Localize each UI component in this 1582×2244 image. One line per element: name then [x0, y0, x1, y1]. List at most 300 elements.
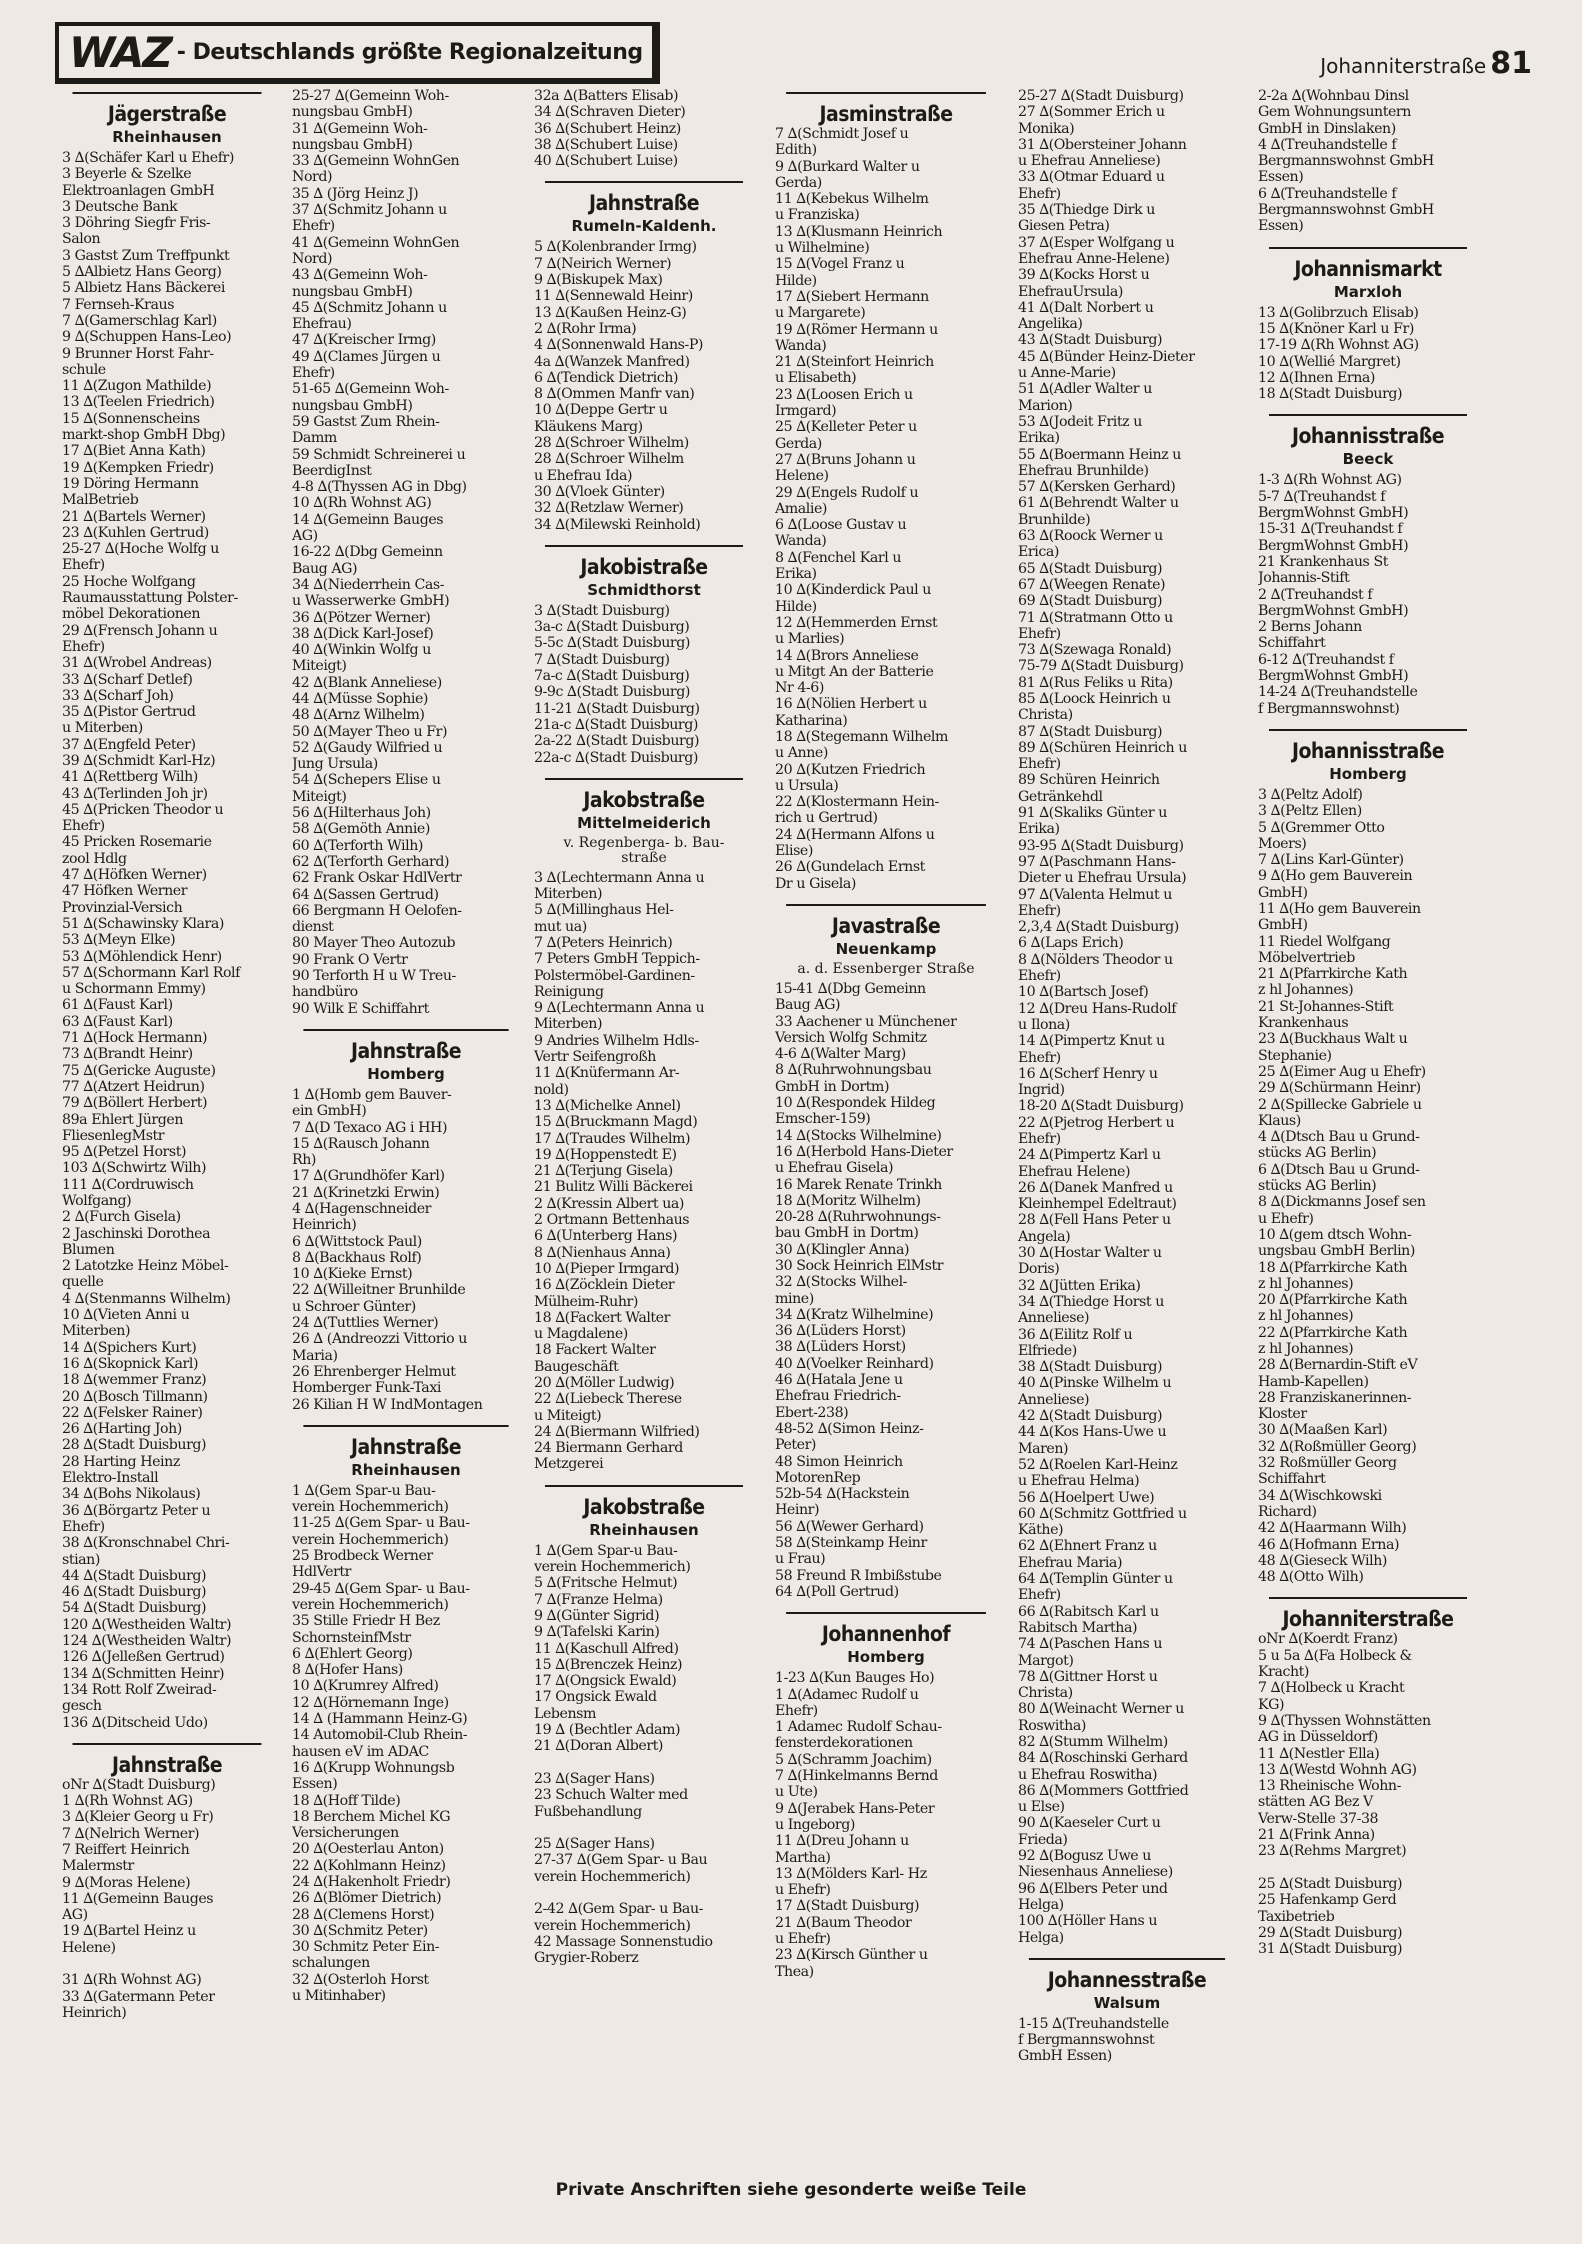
address-entry: schalungen — [292, 1955, 370, 1972]
address-entry: Ebert-238) — [775, 1404, 849, 1421]
address-entry: Blumen — [62, 1241, 115, 1258]
address-entry: 20 ∆(Pfarrkirche Kath — [1258, 1292, 1408, 1309]
address-entry: 27 ∆(Bruns Johann u — [775, 451, 916, 468]
address-entry: Essen) — [1258, 169, 1304, 186]
address-entry: 53 ∆(Meyn Elke) — [62, 932, 176, 949]
address-entry: nungsbau GmbH) — [292, 136, 413, 153]
address-entry: 23 ∆(Loosen Erich u — [775, 386, 913, 403]
address-entry: 10 ∆(Wellié Margret) — [1258, 353, 1401, 370]
address-entry: 25 ∆(Sager Hans) — [534, 1836, 655, 1853]
address-entry: verein Hochemmerich) — [292, 1531, 449, 1548]
address-entry: Christa) — [1018, 707, 1073, 724]
directory-column-3 — [534, 88, 754, 2173]
address-entry: 38 ∆(Lüders Horst) — [775, 1339, 906, 1356]
address-entry: 25 Brodbeck Werner — [292, 1548, 433, 1565]
address-entry: 6-12 ∆(Treuhandst f — [1258, 651, 1394, 668]
address-entry: 82 ∆(Stumm Wilhelm) — [1018, 1733, 1168, 1750]
street-block — [775, 1612, 997, 1980]
address-entry: Reinigung — [534, 983, 604, 1000]
address-entry: 3 Döhring Siegfr Fris- — [62, 215, 211, 232]
address-entry: 29-45 ∆(Gem Spar- u Bau- — [292, 1580, 470, 1597]
address-entry: z hl Johannes) — [1258, 982, 1354, 999]
address-entry: Stephanie) — [1258, 1047, 1332, 1064]
address-entry: 41 ∆(Gemeinn WohnGen — [292, 234, 460, 251]
address-entry: 9-9c ∆(Stadt Duisburg) — [534, 684, 690, 701]
address-entry: verein Hochemmerich) — [534, 1917, 691, 1934]
address-entry: 38 ∆(Schubert Luise) — [534, 136, 678, 153]
address-entry: 136 ∆(Ditscheid Udo) — [62, 1714, 208, 1731]
address-entry: Nr 4-6) — [775, 680, 824, 697]
address-entry: 36 ∆(Schubert Heinz) — [534, 120, 681, 137]
address-entry: 8 ∆(Dickmanns Josef sen — [1258, 1194, 1426, 1211]
address-entry: 17 ∆(Siebert Hermann — [775, 288, 929, 305]
address-entry: 62 Frank Oskar HdlVertr — [292, 870, 462, 887]
address-entry: Mülheim-Ruhr) — [534, 1293, 638, 1310]
address-entry: 2 Berns Johann — [1258, 619, 1362, 636]
address-entry: 59 Schmidt Schreinerei u — [292, 446, 466, 463]
address-entry: 21 ∆(Baum Theodor — [775, 1914, 912, 1931]
address-entry: 26 ∆(Blömer Dietrich) — [292, 1890, 442, 1907]
address-entry: Kläukens Marg) — [534, 418, 643, 435]
address-entry: 26 Kilian H W IndMontagen — [292, 1396, 483, 1413]
address-entry: 4-8 ∆(Thyssen AG in Dbg) — [292, 479, 467, 496]
address-entry: Metzgerei — [534, 1456, 604, 1473]
address-entry: Verw-Stelle 37-38 — [1258, 1810, 1379, 1827]
address-entry: 40 ∆(Schubert Luise) — [534, 153, 678, 170]
address-entry: 74 ∆(Paschen Hans u — [1018, 1636, 1163, 1653]
address-entry: Schiffahrt — [1258, 635, 1326, 652]
address-entry: Frieda) — [1018, 1831, 1068, 1848]
address-entry: u Franziska) — [775, 207, 860, 224]
address-entry: 7 ∆(Schmidt Josef u — [775, 126, 909, 142]
address-entry: 67 ∆(Weegen Renate) — [1018, 576, 1166, 593]
address-entry: Salon — [62, 231, 101, 248]
street-block — [292, 88, 520, 1017]
address-entry: 48 ∆(Arnz Wilhelm) — [292, 707, 425, 724]
address-entry: ein GmbH) — [292, 1103, 367, 1120]
address-entry: nold) — [534, 1081, 569, 1098]
address-entry: Ehefr) — [1018, 625, 1061, 642]
address-entry: 28 ∆(Bernardin-Stift eV — [1258, 1357, 1418, 1374]
address-entry: 46 ∆(Stadt Duisburg) — [62, 1584, 207, 1601]
address-entry: 16 ∆(Nölien Herbert u — [775, 696, 927, 713]
address-entry: u Schormann Emmy) — [62, 981, 206, 998]
address-entry: Monika) — [1018, 120, 1075, 137]
address-entry: Fußbehandlung — [534, 1803, 642, 1820]
address-entry: 20 ∆(Kutzen Friedrich — [775, 761, 926, 778]
address-entry: Brunhilde) — [1018, 511, 1091, 528]
address-entry: fensterdekorationen — [775, 1735, 913, 1752]
address-entry: 30 ∆(Maaßen Karl) — [1258, 1422, 1388, 1439]
address-entry: 14 ∆(Brors Anneliese — [775, 647, 919, 664]
address-entry: 54 ∆(Schepers Elise u — [292, 772, 441, 789]
address-entry: Ehefr) — [1018, 968, 1061, 985]
address-entry: 7 ∆(D Texaco AG i HH) — [292, 1119, 448, 1136]
masthead — [55, 22, 660, 84]
address-entry: EhefrauUrsula) — [1018, 283, 1123, 300]
district-heading: Rumeln-Kaldenh. — [571, 217, 717, 236]
address-entry: mut ua) — [534, 918, 587, 935]
address-entry: 35 ∆(Pistor Gertrud — [62, 704, 196, 721]
address-entry: 77 ∆(Atzert Heidrun) — [62, 1078, 205, 1095]
street-heading: Jahnstraße — [303, 1425, 508, 1459]
address-entry: Essen) — [292, 1776, 338, 1793]
address-entry: 34 ∆(Bohs Nikolaus) — [62, 1486, 201, 1503]
address-entry: Ehefrau Helene) — [1018, 1163, 1131, 1180]
address-entry: 20 ∆(Oesterlau Anton) — [292, 1841, 444, 1858]
address-entry: stian) — [62, 1551, 100, 1568]
address-entry: 91 ∆(Skaliks Günter u — [1018, 805, 1167, 822]
address-entry: 50 ∆(Mayer Theo u Fr) — [292, 723, 448, 740]
address-entry: Jung Ursula) — [292, 756, 378, 773]
address-entry: 1 ∆(Adamec Rudolf u — [775, 1686, 919, 1703]
address-entry: 15 ∆(Vogel Franz u — [775, 256, 905, 273]
address-entry: 75-79 ∆(Stadt Duisburg) — [1018, 658, 1184, 675]
address-entry: 52 ∆(Roelen Karl-Heinz — [1018, 1456, 1178, 1473]
address-entry: u Mitinhaber) — [292, 1988, 386, 2005]
address-entry: 3 ∆(Peltz Adolf) — [1258, 786, 1363, 803]
address-entry: 2 Jaschinski Dorothea — [62, 1225, 211, 1242]
street-block — [534, 181, 754, 532]
address-entry: 42 ∆(Stadt Duisburg) — [1018, 1408, 1163, 1425]
address-entry: Nord) — [292, 169, 333, 186]
address-entry: 79 ∆(Böllert Herbert) — [62, 1095, 208, 1112]
directory-column-5 — [1018, 88, 1236, 2173]
address-entry: 33 ∆(Gemeinn WohnGen — [292, 153, 460, 170]
address-entry: Versich Wolfg Schmitz — [775, 1029, 927, 1046]
address-entry: 51 ∆(Schawinsky Klara) — [62, 915, 224, 932]
address-entry: 103 ∆(Schwirtz Wilh) — [62, 1160, 207, 1177]
address-entry: Ehefr) — [62, 818, 105, 835]
address-entry: 10 ∆(Pieper Irmgard) — [534, 1260, 680, 1277]
address-entry: 37 ∆(Esper Wolfgang u — [1018, 234, 1175, 251]
address-entry: 93-95 ∆(Stadt Duisburg) — [1018, 837, 1184, 854]
street-heading: Jahnstraße — [73, 1743, 262, 1777]
address-entry: 7 ∆(Franze Helma) — [534, 1591, 663, 1608]
address-entry: 29 ∆(Frensch Johann u — [62, 622, 218, 639]
address-entry: MalBetrieb — [62, 492, 139, 509]
address-entry: 42 ∆(Blank Anneliese) — [292, 674, 442, 691]
address-entry: Angela) — [1018, 1228, 1071, 1245]
address-entry: 38 ∆(Dick Karl-Josef) — [292, 625, 434, 642]
address-entry: 10 ∆(Deppe Gertr u — [534, 402, 668, 419]
address-entry: Ehefrau Maria) — [1018, 1554, 1123, 1571]
address-entry: 44 ∆(Stadt Duisburg) — [62, 1567, 207, 1584]
address-entry: 87 ∆(Stadt Duisburg) — [1018, 723, 1163, 740]
address-entry: 4-6 ∆(Walter Marg) — [775, 1046, 906, 1063]
address-entry: 28 ∆(Stadt Duisburg) — [62, 1437, 207, 1454]
address-entry: 57 ∆(Schormann Karl Rolf — [62, 964, 240, 981]
address-entry: 18 ∆(Fackert Walter — [534, 1309, 670, 1326]
address-entry: Getränkehdl — [1018, 788, 1103, 805]
address-entry: Homberger Funk-Taxi — [292, 1380, 441, 1397]
address-entry: stätten AG Bez V — [1258, 1794, 1373, 1811]
address-entry: 78 ∆(Gittner Horst u — [1018, 1668, 1158, 1685]
address-entry: 21 Bulitz Willi Bäckerei — [534, 1179, 693, 1196]
address-entry: GmbH Essen) — [1018, 2048, 1112, 2065]
address-entry: 22 ∆(Kohlmann Heinz) — [292, 1857, 446, 1874]
district-heading: Rheinhausen — [112, 128, 222, 146]
street-block — [534, 545, 754, 766]
address-entry: 37 ∆(Schmitz Johann u — [292, 202, 447, 219]
address-entry: Essen) — [1258, 218, 1304, 235]
address-entry: 23 ∆(Buckhaus Walt u — [1258, 1031, 1408, 1048]
address-entry: 63 ∆(Roock Werner u — [1018, 528, 1163, 545]
address-entry: Rh) — [292, 1152, 317, 1169]
address-entry: 23 ∆(Kuhlen Gertrud) — [62, 524, 209, 541]
address-entry: 60 ∆(Schmitz Gottfried u — [1018, 1505, 1187, 1522]
directory-column-2 — [292, 88, 520, 2173]
address-entry: 1 ∆(Gem Spar-u Bau- — [534, 1542, 678, 1559]
address-entry: 7 ∆(Lins Karl-Günter) — [1258, 852, 1404, 869]
address-entry: 27-37 ∆(Gem Spar- u Bau — [534, 1852, 708, 1869]
address-entry: 56 ∆(Hoelpert Uwe) — [1018, 1489, 1155, 1506]
address-entry: 28 ∆(Clemens Horst) — [292, 1906, 435, 1923]
address-entry: z hl Johannes) — [1258, 1341, 1354, 1357]
address-entry: Amalie) — [775, 500, 828, 517]
address-entry: zool Hdlg — [62, 850, 127, 867]
address-entry: 56 ∆(Hilterhaus Joh) — [292, 805, 431, 822]
address-entry: 33 ∆(Gatermann Peter — [62, 1988, 215, 2005]
street-heading: Jasminstraße — [786, 92, 986, 126]
street-block — [775, 904, 997, 1600]
address-entry: 48 ∆(Gieseck Wilh) — [1258, 1552, 1387, 1569]
street-heading: Johannisstraße — [1269, 414, 1467, 448]
address-entry: 25 Hoche Wolfgang — [62, 573, 196, 590]
address-entry: Vertr Seifengroßh — [534, 1049, 656, 1066]
address-entry — [1258, 1860, 1478, 1876]
address-entry: 16 ∆(Herbold Hans-Dieter — [775, 1143, 953, 1160]
address-entry: 90 Terforth H u W Treu- — [292, 968, 456, 985]
street-heading: Jägerstraße — [73, 92, 262, 126]
address-entry: 32 ∆(Roßmüller Georg) — [1258, 1438, 1417, 1455]
address-entry: 56 ∆(Wewer Gerhard) — [775, 1518, 924, 1535]
address-entry: 21a-c ∆(Stadt Duisburg) — [534, 716, 698, 733]
address-entry: 12 ∆(Dreu Hans-Rudolf — [1018, 1000, 1177, 1017]
address-entry: KG) — [1258, 1696, 1285, 1713]
address-entry: Taxibetrieb — [1258, 1908, 1335, 1925]
running-head-street: Johanniterstraße — [1320, 54, 1487, 78]
address-entry: Baug AG) — [292, 560, 358, 577]
street-heading: Jakobstraße — [545, 1485, 743, 1519]
address-entry: 33 Aachener u Münchener — [775, 1013, 957, 1030]
address-entry: Christa) — [1018, 1685, 1073, 1702]
address-entry: 13 ∆(Teelen Friedrich) — [62, 394, 215, 411]
address-entry: 5-7 ∆(Treuhandst f — [1258, 488, 1386, 505]
address-entry: Peter) — [775, 1437, 817, 1454]
address-entry: 7 ∆(Stadt Duisburg) — [534, 651, 670, 668]
address-entry: 21 Krankenhaus St — [1258, 553, 1388, 570]
street-heading: Jahnstraße — [545, 181, 743, 215]
address-entry: quelle — [62, 1274, 104, 1291]
address-entry: Ehefr) — [62, 1518, 105, 1535]
address-entry: 2 ∆(Furch Gisela) — [62, 1209, 181, 1226]
address-entry: 17-19 ∆(Rh Wohnst AG) — [1258, 337, 1419, 354]
address-entry: 17 Ongsick Ewald — [534, 1689, 657, 1706]
address-entry: 30 ∆(Vloek Günter) — [534, 483, 665, 500]
street-heading: Jakobistraße — [545, 545, 743, 579]
address-entry: 49 ∆(Clames Jürgen u — [292, 348, 441, 365]
address-entry: 120 ∆(Westheiden Waltr) — [62, 1616, 232, 1633]
address-entry: 69 ∆(Stadt Duisburg) — [1018, 593, 1163, 610]
address-entry: 71 ∆(Hock Hermann) — [62, 1030, 208, 1047]
address-entry: u Miteigt) — [534, 1407, 602, 1424]
address-entry: 18 ∆(Stegemann Wilhelm — [775, 728, 949, 745]
address-entry: 11 Riedel Wolfgang — [1258, 933, 1391, 950]
address-entry: u Ingeborg) — [775, 1816, 855, 1833]
address-entry: u Marlies) — [775, 631, 845, 648]
address-entry: 2 Ortmann Bettenhaus — [534, 1212, 690, 1229]
address-entry: Versicherungen — [292, 1825, 399, 1842]
address-entry: 48-52 ∆(Simon Heinz- — [775, 1420, 924, 1437]
address-entry: 30 Sock Heinrich ElMstr — [775, 1258, 944, 1274]
address-entry: 25 ∆(Kelleter Peter u — [775, 419, 917, 436]
address-entry: 62 ∆(Terforth Gerhard) — [292, 853, 450, 870]
address-entry: 18 Berchem Michel KG — [292, 1808, 451, 1825]
address-entry: 15 ∆(Brenczek Heinz) — [534, 1656, 683, 1673]
address-entry: 57 ∆(Kersken Gerhard) — [1018, 479, 1176, 496]
address-entry: 43 ∆(Terlinden Joh jr) — [62, 785, 208, 802]
address-entry: schule — [62, 361, 106, 378]
address-entry: 16 Marek Renate Trinkh — [775, 1176, 942, 1193]
district-heading: Rheinhausen — [351, 1460, 461, 1479]
address-entry: 3 Gastst Zum Treffpunkt — [62, 247, 230, 264]
address-entry: 7 Reiffert Heinrich — [62, 1841, 190, 1858]
address-entry: 26 ∆(Harting Joh) — [62, 1421, 182, 1438]
address-entry: 4 ∆(Dtsch Bau u Grund- — [1258, 1129, 1420, 1146]
address-entry: u Schroer Günter) — [292, 1298, 416, 1315]
address-entry: 16 ∆(Scherf Henry u — [1018, 1065, 1158, 1082]
address-entry: 22 ∆(Pfarrkirche Kath — [1258, 1324, 1408, 1341]
address-entry: 15 ∆(Bruckmann Magd) — [534, 1114, 698, 1131]
address-entry: u Ehefrau Helma) — [1018, 1473, 1140, 1490]
address-entry: 3a-c ∆(Stadt Duisburg) — [534, 619, 690, 636]
address-entry: 22a-c ∆(Stadt Duisburg) — [534, 749, 698, 766]
street-heading: Johannesstraße — [1029, 1958, 1225, 1992]
address-entry: 20-28 ∆(Ruhrwohnungs- — [775, 1209, 941, 1226]
address-entry: 31 ∆(Wrobel Andreas) — [62, 655, 212, 672]
address-entry: 64 ∆(Sassen Gertrud) — [292, 886, 439, 903]
address-entry: 8 ∆(Fenchel Karl u — [775, 549, 902, 566]
address-entry: Emscher-159) — [775, 1111, 871, 1128]
address-entry: 14 ∆(Stocks Wilhelmine) — [775, 1127, 942, 1144]
address-entry: 45 ∆(Schmitz Johann u — [292, 299, 447, 316]
page-number: 81 — [1490, 46, 1532, 81]
address-entry: 12 ∆(Ihnen Erna) — [1258, 369, 1375, 386]
address-entry: 13 ∆(Westd Wohnh AG) — [1258, 1761, 1417, 1778]
address-entry: 55 ∆(Boermann Heinz u — [1018, 446, 1181, 463]
address-entry: Bergmannswohnst GmbH — [1258, 153, 1434, 170]
district-heading: Homberg — [367, 1064, 445, 1083]
address-entry: 5-5c ∆(Stadt Duisburg) — [534, 635, 690, 652]
address-entry: 26 ∆(Gundelach Ernst — [775, 859, 925, 876]
address-entry: 58 Freund R Imbißstube — [775, 1567, 942, 1584]
address-entry: 35 ∆(Thiedge Dirk u — [1018, 202, 1155, 219]
address-entry: 90 ∆(Kaeseler Curt u — [1018, 1815, 1161, 1832]
address-entry: 25-27 ∆(Hoche Wolfg u — [62, 541, 219, 558]
address-entry: 19 ∆(Römer Hermann u — [775, 321, 938, 338]
address-entry: u Ehefr) — [1258, 1210, 1314, 1227]
street-block — [1258, 414, 1478, 716]
address-entry: Gerda) — [775, 435, 822, 452]
address-entry: 5 ∆(Kolenbrander Irmg) — [534, 239, 697, 256]
address-entry: 30 ∆(Klingler Anna) — [775, 1241, 910, 1258]
address-entry: Richard) — [1258, 1503, 1317, 1520]
address-entry: Ehefr) — [292, 218, 335, 235]
address-entry: 22 ∆(Liebeck Therese — [534, 1391, 682, 1408]
address-entry: 29 ∆(Schürmann Heinr) — [1258, 1080, 1421, 1097]
address-entry: Niesenhaus Anneliese) — [1018, 1864, 1173, 1881]
address-entry: 15-31 ∆(Treuhandst f — [1258, 521, 1403, 538]
address-entry: Schiffahrt — [1258, 1471, 1326, 1488]
address-entry: u Ilona) — [1018, 1016, 1070, 1033]
address-entry: 15-41 ∆(Dbg Gemeinn — [775, 980, 926, 997]
address-entry: nungsbau GmbH) — [292, 104, 413, 121]
address-entry: Katharina) — [775, 712, 848, 729]
address-entry: HdlVertr — [292, 1564, 351, 1581]
address-entry: 31 ∆(Obersteiner Johann — [1018, 136, 1187, 153]
address-entry: 24 Biermann Gerhard — [534, 1440, 683, 1457]
address-entry: 17 ∆(Ongsick Ewald) — [534, 1673, 677, 1690]
street-heading: Johannismarkt — [1269, 247, 1467, 281]
address-entry: Helene) — [62, 1939, 116, 1956]
address-entry: 8 ∆(Ruhrwohnungsbau — [775, 1062, 932, 1079]
address-entry: 11 ∆(Knüfermann Ar- — [534, 1065, 680, 1082]
address-entry: 21 ∆(Pfarrkirche Kath — [1258, 966, 1408, 983]
address-entry: 31 ∆(Stadt Duisburg) — [1258, 1941, 1403, 1958]
street-block — [292, 1425, 520, 2005]
address-entry: 9 ∆(Burkard Walter u — [775, 158, 920, 175]
address-entry: Ehefrau) — [292, 316, 352, 333]
address-entry: 90 Frank O Vertr — [292, 951, 408, 968]
address-entry: 90 Wilk E Schiffahrt — [292, 1000, 429, 1017]
street-block — [1258, 729, 1478, 1586]
street-block — [62, 92, 272, 1731]
address-entry: 22 ∆(Pjetrog Herbert u — [1018, 1114, 1175, 1131]
address-entry: u Ehefrau Anneliese) — [1018, 153, 1161, 170]
address-entry: 53 ∆(Möhlendick Henr) — [62, 948, 222, 965]
address-entry: BergmWohnst GmbH) — [1258, 602, 1409, 619]
address-entry: 1 ∆(Rh Wohnst AG) — [62, 1793, 193, 1810]
address-entry: 46 ∆(Hatala Jene u — [775, 1372, 903, 1389]
address-entry: BergmWohnst GmbH) — [1258, 668, 1409, 685]
street-note: a. d. Essenberger Straße — [797, 960, 975, 977]
address-entry: 40 ∆(Pinske Wilhelm u — [1018, 1375, 1172, 1392]
address-entry: 26 ∆ (Andreozzi Vittorio u — [292, 1331, 467, 1348]
address-entry: Erika) — [1018, 821, 1060, 838]
address-entry: 3 ∆(Stadt Duisburg) — [534, 602, 670, 619]
address-entry: GmbH) — [1258, 884, 1308, 901]
address-entry: AG) — [62, 1907, 88, 1924]
address-entry — [62, 1956, 272, 1972]
address-entry: 100 ∆(Höller Hans u — [1018, 1913, 1158, 1930]
address-entry: Wolfgang) — [62, 1193, 132, 1209]
address-entry: 17 ∆(Biet Anna Kath) — [62, 443, 206, 460]
address-entry: 20 ∆(Bosch Tillmann) — [62, 1388, 208, 1405]
address-entry: Wanda) — [775, 533, 827, 550]
address-entry: 34 ∆(Niederrhein Cas- — [292, 576, 445, 593]
address-entry: 97 ∆(Valenta Helmut u — [1018, 886, 1172, 903]
address-entry: nungsbau GmbH) — [292, 397, 413, 414]
address-entry: 63 ∆(Faust Karl) — [62, 1013, 173, 1030]
address-entry: 35 Stille Friedr H Bez — [292, 1613, 440, 1630]
address-entry: 111 ∆(Cordruwisch — [62, 1176, 194, 1193]
address-entry: u Elisabeth) — [775, 370, 857, 387]
address-entry: 40 ∆(Voelker Reinhard) — [775, 1355, 934, 1372]
address-entry: 32 ∆(Stocks Wilhel- — [775, 1274, 908, 1291]
address-entry: 21 St-Johannes-Stift — [1258, 998, 1394, 1015]
address-entry: u Anne) — [775, 745, 828, 762]
